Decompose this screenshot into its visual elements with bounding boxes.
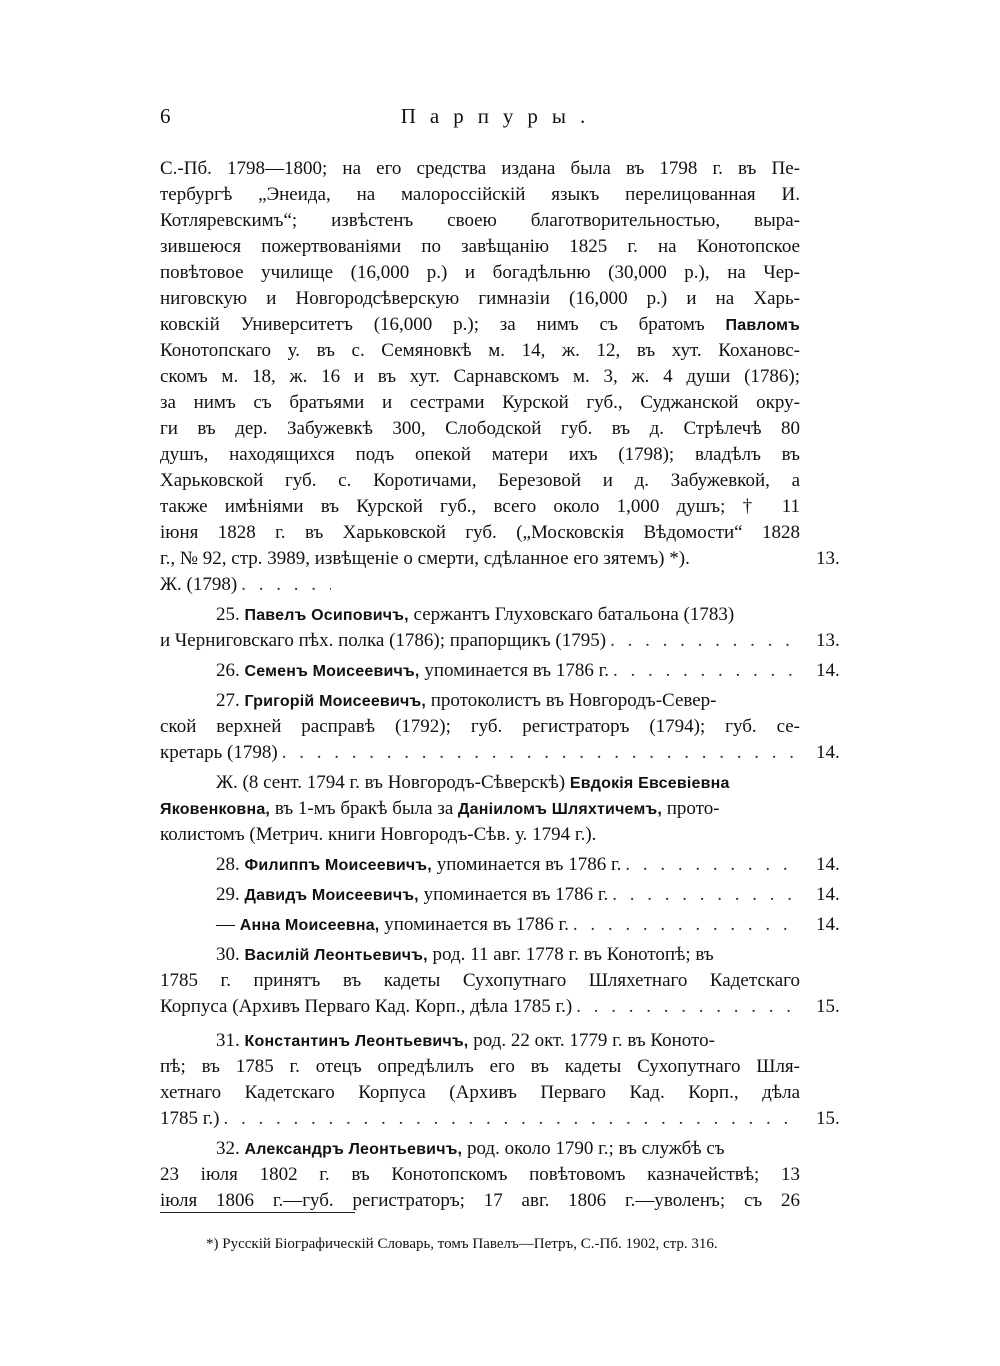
entry-text: кретарь (1798) <box>160 742 278 763</box>
person-name: Александръ Леонтьевичъ, <box>244 1141 463 1158</box>
entry-29 <box>160 882 840 908</box>
person-name: Павелъ Осиповичъ, <box>244 607 409 624</box>
entry-27-line-1 <box>160 688 800 714</box>
person-name: Яковенковна, <box>160 801 271 818</box>
entry-31-line-1 <box>160 1028 800 1054</box>
leader-dots <box>612 882 800 908</box>
page-header <box>160 104 840 138</box>
wife-line-3: колистомъ (Метрич. книги Новгородъ-Сѣв. у. 1794 г.). <box>160 824 597 845</box>
entry-text: 1785 г.) <box>160 1108 220 1129</box>
entry-number: 30. <box>216 944 240 965</box>
bold-name: Павломъ <box>725 317 800 334</box>
person-name: Василій Леонтьевичъ, <box>244 947 428 964</box>
entry-note: упоминается въ 1786 г. <box>384 914 569 935</box>
wife-text: Ж. (1798) <box>160 574 238 595</box>
leader-dots <box>625 852 800 878</box>
intro-line: Конотопскаго у. въ с. Семяновкѣ м. 14, ж. 12, въ хут. Кохановс- <box>160 340 800 361</box>
entry-anna <box>160 912 840 938</box>
intro-line: повѣтовое училище (16,000 р.) и богадѣльню (30,000 р.), на Чер- <box>160 262 800 283</box>
entry-note: упоминается въ 1786 г. <box>436 854 622 875</box>
leader-dots <box>610 628 800 654</box>
entry-text <box>216 852 621 879</box>
entry-text: Корпуса (Архивъ Перваго Кад. Корп., дѣла 1785 г.) <box>160 996 573 1017</box>
person-name: Даніиломъ Шляхтичемъ, <box>458 801 662 818</box>
page-ref: 14. <box>816 884 840 905</box>
leader-dots <box>576 994 800 1020</box>
intro-line: іюня 1828 г. въ Харьковской губ. („Московскія Вѣдомости“ 1828 <box>160 522 800 543</box>
intro-line: за нимъ съ братьями и сестрами Курской губ., Суджанской окру- <box>160 392 800 413</box>
entry-text <box>216 912 569 939</box>
entry-number: 28. <box>216 854 240 875</box>
wife-line-1 <box>160 770 800 796</box>
entry-number: 32. <box>216 1138 240 1159</box>
entry-note: упоминается въ 1786 г. <box>424 660 610 681</box>
entry-text: протоколистъ въ Новгородъ-Север- <box>430 690 717 711</box>
entry-31-line-2: пѣ; въ 1785 г. отецъ опредѣлилъ его въ кадеты Сухопутнаго Шля- <box>160 1056 800 1077</box>
entry-32-line-3: іюля 1806 г.—губ. регистраторъ; 17 авг. 1806 г.—уволенъ; съ 26 <box>160 1190 800 1211</box>
entry-text: въ 1-мъ бракѣ была за <box>274 798 454 819</box>
person-name: Филиппъ Моисеевичъ, <box>244 857 432 874</box>
entry-28 <box>160 852 840 878</box>
leader-dots <box>282 740 800 766</box>
entry-27-line-2: ской верхней расправѣ (1792); губ. регистраторъ (1794); губ. се- <box>160 716 800 737</box>
page-body <box>160 156 840 1214</box>
page-ref: 14. <box>816 660 840 681</box>
entry-text: сержантъ Глуховскаго батальона (1783) <box>413 604 735 625</box>
intro-line: Харьковской губ. с. Коротичами, Березовой и д. Забужевкой, а <box>160 470 800 491</box>
entry-text: прото- <box>666 798 720 819</box>
wife-line-2 <box>160 796 800 822</box>
intro-line: С.-Пб. 1798—1800; на его средства издана была въ 1798 г. въ Пе- <box>160 158 800 179</box>
intro-line: душъ, находящихся подъ опекой матери ихъ (1798); владѣлъ въ <box>160 444 800 465</box>
entry-text: род. 11 авг. 1778 г. въ Конотопѣ; въ <box>432 944 714 965</box>
leader-dots <box>223 1106 800 1132</box>
intro-line: Котляревскимъ“; извѣстенъ своею благотворительностью, выра- <box>160 210 800 231</box>
person-name: Давидъ Моисеевичъ, <box>244 887 419 904</box>
entry-26 <box>160 658 840 684</box>
page-ref: 14. <box>816 914 840 935</box>
person-name: Константинъ Леонтьевичъ, <box>244 1033 469 1050</box>
entry-text: род. 22 окт. 1779 г. въ Коното- <box>473 1030 715 1051</box>
entry-text: Ж. (8 сент. 1794 г. въ Новгородъ-Сѣверскѣ) <box>216 772 566 793</box>
entry-25-line-1 <box>160 602 800 628</box>
leader-dots <box>241 572 331 598</box>
wife-line <box>160 572 800 598</box>
footnote: *) Русскій Біографическій Словарь, томъ Павелъ—Петръ, С.-Пб. 1902, стр. 316. <box>206 1236 718 1252</box>
entry-number: 29. <box>216 884 240 905</box>
entry-text: и Черниговскаго пѣх. полка (1786); прапорщикъ (1795) <box>160 630 607 651</box>
entry-27-line-3 <box>160 740 840 766</box>
entry-text <box>216 658 609 685</box>
running-title: Парпуры. <box>400 104 600 128</box>
entry-30-line-3 <box>160 994 840 1020</box>
person-name: Григорій Моисеевичъ, <box>244 693 426 710</box>
entry-30-line-1 <box>160 942 800 968</box>
entry-31-line-4 <box>160 1106 840 1132</box>
entry-note: упоминается въ 1786 г. <box>423 884 609 905</box>
entry-text <box>216 882 608 909</box>
leader-dots <box>613 658 800 684</box>
page-ref: 15. <box>816 1108 840 1129</box>
entry-32-line-2: 23 іюля 1802 г. въ Конотопскомъ повѣтовомъ казначействѣ; 13 <box>160 1164 800 1185</box>
person-name: Анна Моисеевна, <box>239 917 380 934</box>
page-ref: 13. <box>816 630 840 651</box>
footnote-rule <box>160 1212 355 1213</box>
entry-25-line-2 <box>160 628 840 654</box>
entry-text: род. около 1790 г.; въ службѣ съ <box>466 1138 725 1159</box>
intro-line-with-bold <box>160 312 800 338</box>
page-number: 6 <box>160 104 171 128</box>
intro-line: скомъ м. 18, ж. 16 и въ хут. Сарнавскомъ м. 3, ж. 4 души (1786); <box>160 366 800 387</box>
intro-line <box>160 546 840 572</box>
entry-dash: — <box>216 914 235 935</box>
entry-number: 27. <box>216 690 240 711</box>
intro-line: также имѣніями въ Курской губ., всего около 1,000 душъ; † 11 <box>160 496 800 517</box>
entry-number: 25. <box>216 604 240 625</box>
page-ref: 15. <box>816 996 840 1017</box>
entry-number: 31. <box>216 1030 240 1051</box>
page-ref: 13. <box>816 548 840 569</box>
entry-30-line-2: 1785 г. принятъ въ кадеты Сухопутнаго Шляхетнаго Кадетскаго <box>160 970 800 991</box>
intro-line: ги въ дер. Забужевкѣ 300, Слободской губ. въ д. Стрѣлечѣ 80 <box>160 418 800 439</box>
entry-31-line-3: хетнаго Кадетскаго Корпуса (Архивъ Перваго Кад. Корп., дѣла <box>160 1082 800 1103</box>
leader-dots <box>573 912 800 938</box>
entry-number: 26. <box>216 660 240 681</box>
person-name: Евдокія Евсевіевна <box>569 775 730 792</box>
intro-text: ковскій Университетъ (16,000 р.); за нимъ съ братомъ <box>160 314 705 335</box>
intro-line: тербургѣ „Энеида, на малороссійскій языкъ перелицованная И. <box>160 184 800 205</box>
page-ref: 14. <box>816 854 840 875</box>
intro-line: зившеюся пожертвованіями по завѣщанію 1825 г. на Конотопское <box>160 236 800 257</box>
intro-text: г., № 92, стр. 3989, извѣщеніе о смерти, сдѣланное его зятемъ) *). <box>160 548 690 569</box>
intro-line: ниговскую и Новгородсѣверскую гимназіи (16,000 р.) и на Харь- <box>160 288 800 309</box>
person-name: Семенъ Моисеевичъ, <box>244 663 420 680</box>
page-ref: 14. <box>816 742 840 763</box>
entry-32-line-1 <box>160 1136 800 1162</box>
